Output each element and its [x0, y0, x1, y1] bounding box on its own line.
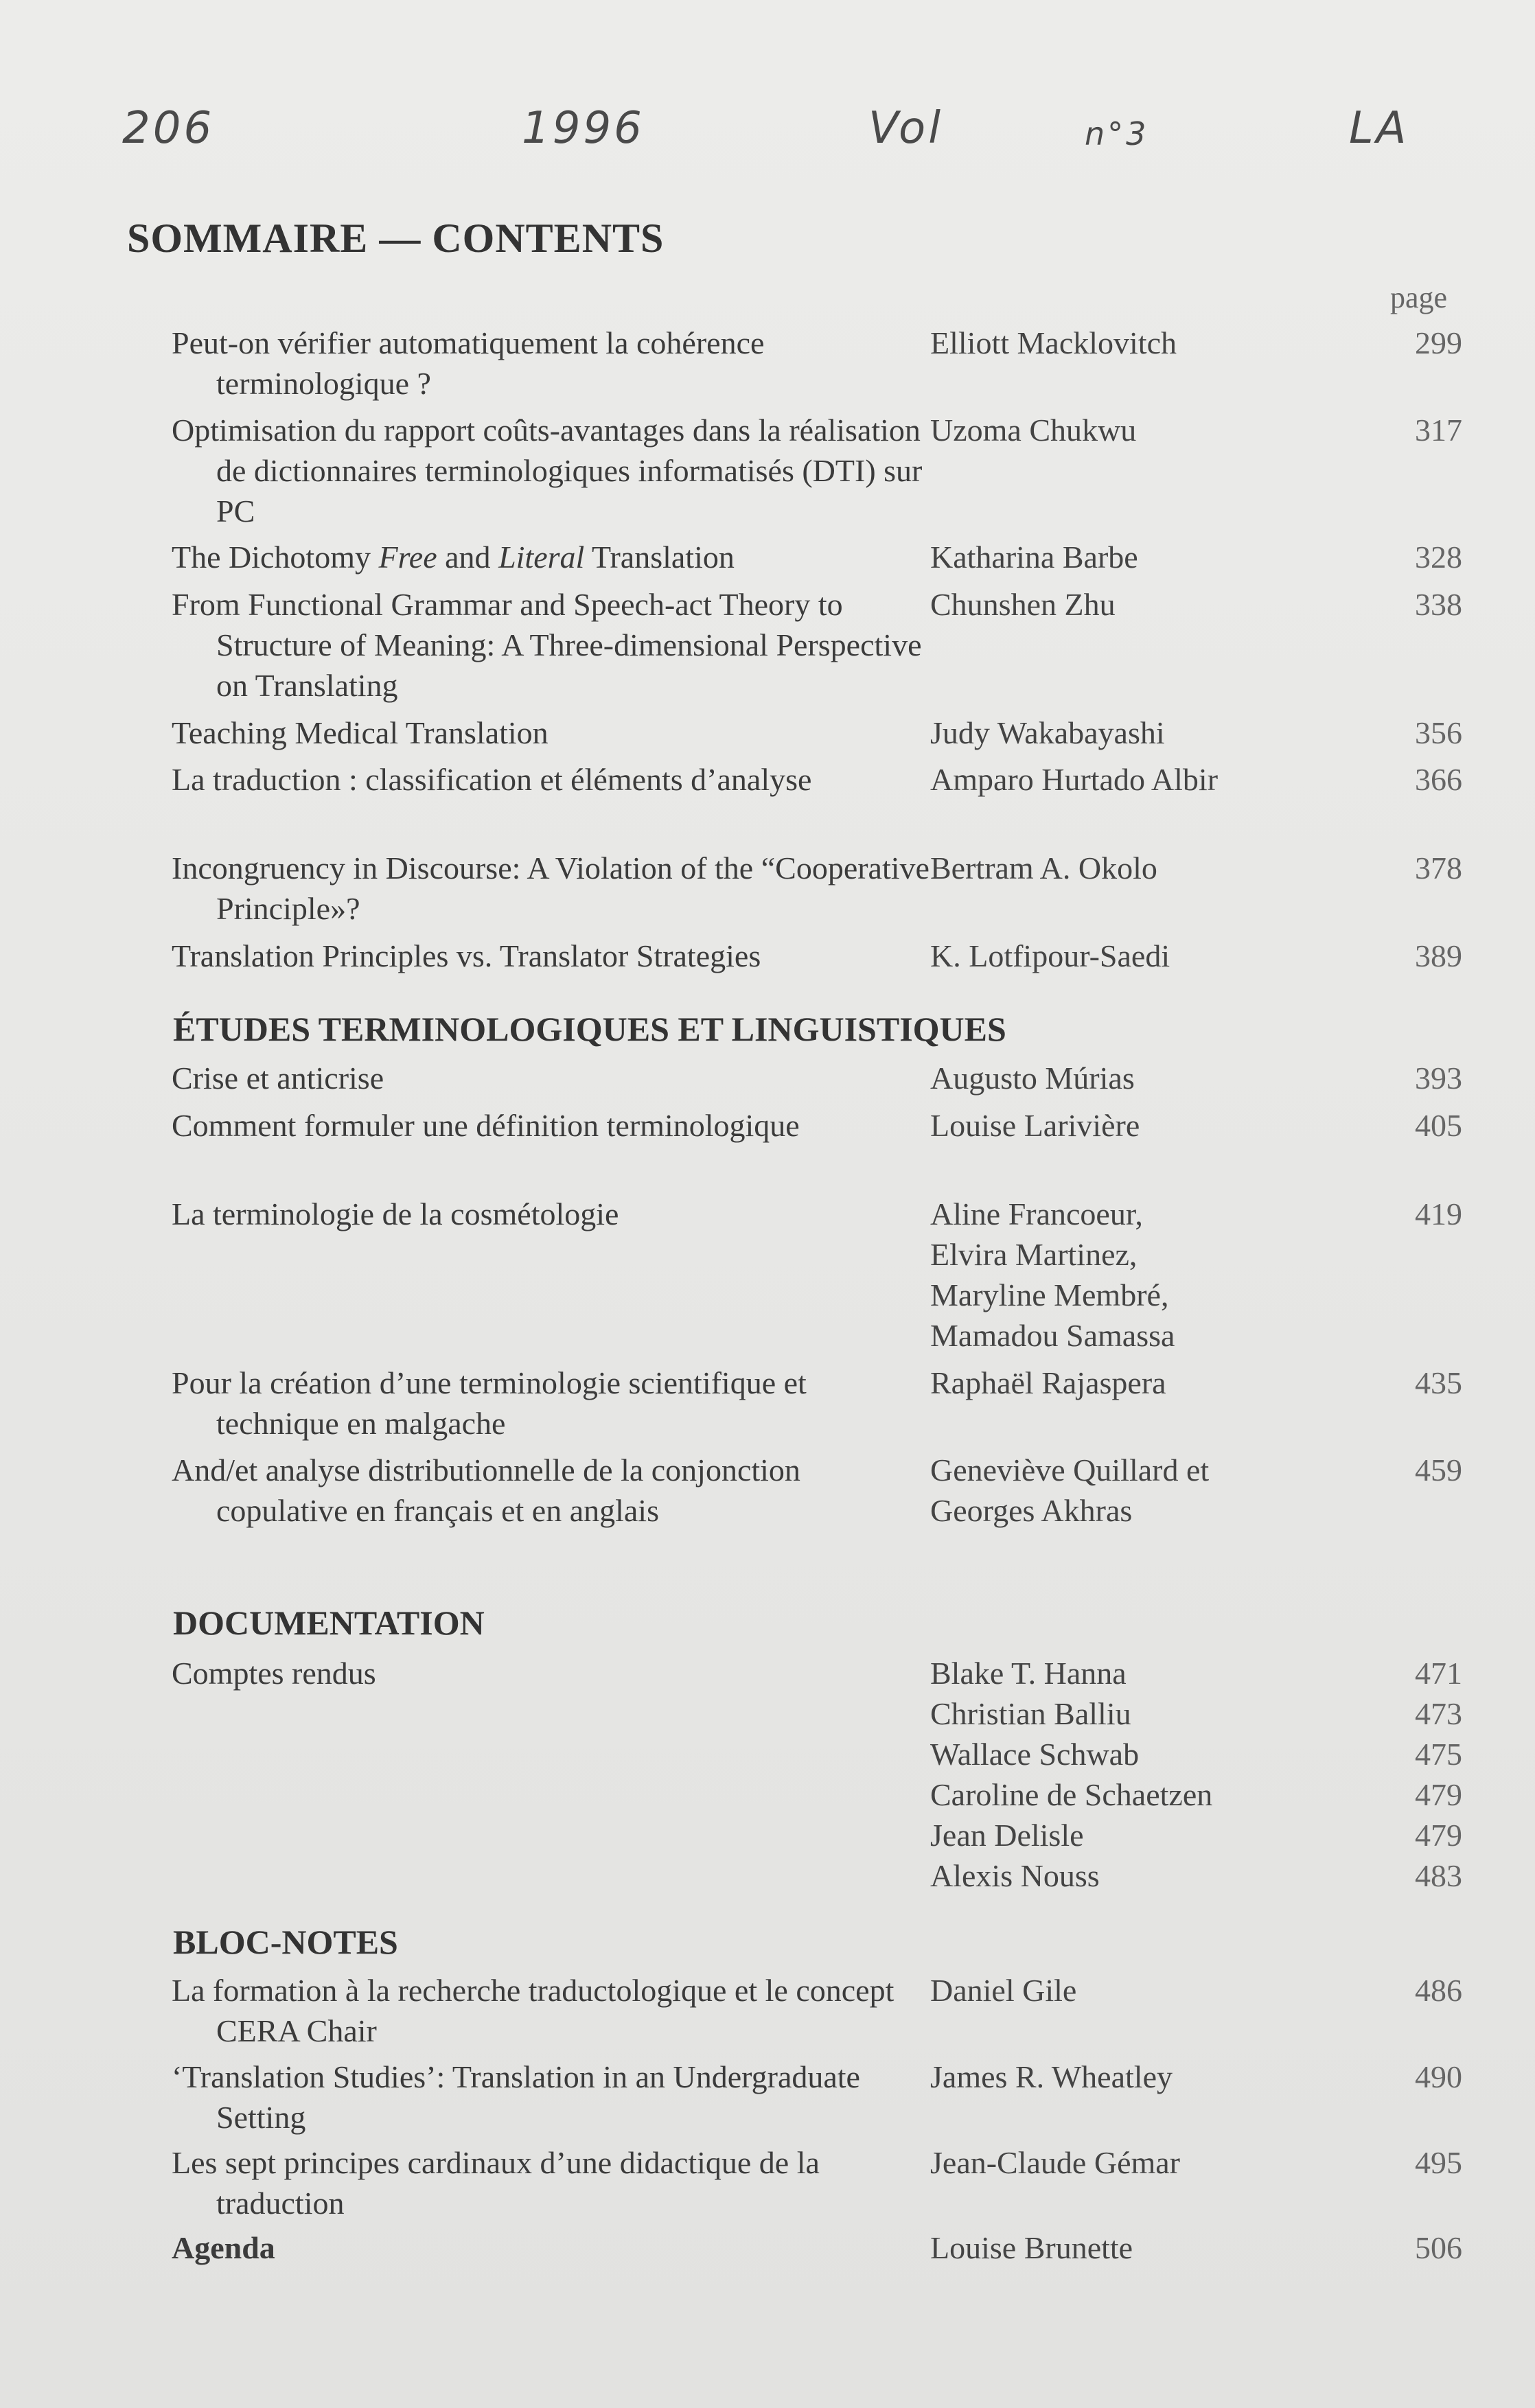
- entry-title: Optimisation du rapport coûts-avantages dans la réalisation de dictionnaires terminologiques informatisés (DTI) sur PC: [172, 413, 923, 529]
- entry-page: 495: [1415, 2145, 1462, 2180]
- toc-entry: [172, 1058, 1462, 1099]
- entry-author: Aline Francoeur, Elvira Martinez, Maryline Membré, Mamadou Samassa: [930, 1196, 1175, 1353]
- entry-title: Comment formuler une définition terminologique: [172, 1108, 800, 1143]
- entry-title: Crise et anticrise: [172, 1061, 384, 1096]
- toc-entry: [172, 1450, 1462, 1528]
- page-title: SOMMAIRE — CONTENTS: [127, 216, 665, 261]
- entry-author: Daniel Gile: [930, 1973, 1077, 2008]
- toc-entry: [172, 1105, 1462, 1146]
- entry-page: 366: [1415, 762, 1462, 797]
- handwritten-note: n°3: [1085, 115, 1149, 152]
- entry-page: 338: [1415, 587, 1462, 622]
- entry-author: Geneviève Quillard et Georges Akhras: [930, 1452, 1210, 1528]
- entry-page: 299: [1415, 325, 1462, 360]
- entry-title: Pour la création d’une terminologie scientifique et technique en malgache: [172, 1365, 807, 1441]
- entry-author: Jean-Claude Gémar: [930, 2145, 1181, 2180]
- entry-author: Bertram A. Okolo: [930, 850, 1157, 885]
- entry-title: [172, 537, 930, 577]
- toc-entry: [172, 1363, 1462, 1441]
- entry-page: 419: [1415, 1196, 1462, 1231]
- entry-page: 389: [1415, 938, 1462, 973]
- entry-page: 378: [1415, 850, 1462, 885]
- title-part: The Dichotomy: [172, 540, 379, 575]
- entry-page: 328: [1415, 540, 1462, 575]
- entry-title: Peut-on vérifier automatiquement la cohérence terminologique ?: [172, 325, 765, 401]
- toc-entry: [172, 713, 1462, 754]
- entry-author: James R. Wheatley: [930, 2059, 1173, 2094]
- entry-page: 435: [1415, 1365, 1462, 1400]
- title-part: Translation: [584, 540, 735, 575]
- entry-page: 317: [1415, 413, 1462, 448]
- toc-entry: [172, 2227, 1462, 2269]
- entry-title: And/et analyse distributionnelle de la conjonction copulative en français et en anglais: [172, 1452, 800, 1528]
- entry-title: Les sept principes cardinaux d’une didactique de la traduction: [172, 2145, 820, 2221]
- toc-entry: [172, 410, 1462, 529]
- toc-entry: [172, 1653, 1462, 1893]
- toc-entry: [172, 1194, 1462, 1353]
- toc-entry: [172, 848, 1462, 926]
- handwritten-note: LA: [1349, 103, 1409, 154]
- entry-title: La traduction : classification et éléments d’analyse: [172, 762, 812, 797]
- entry-title: From Functional Grammar and Speech-act Theory to Structure of Meaning: A Three-dimensional Perspective on Translating: [172, 587, 922, 703]
- entry-page: 486: [1415, 1973, 1462, 2008]
- entry-title: Incongruency in Discourse: A Violation of the “Cooperative Principle»?: [172, 850, 930, 926]
- title-part: Literal: [498, 540, 585, 575]
- entry-title: Translation Principles vs. Translator Strategies: [172, 938, 761, 973]
- entry-author: Katharina Barbe: [930, 540, 1138, 575]
- entry-page: 405: [1415, 1108, 1462, 1143]
- entry-author: Louise Larivière: [930, 1108, 1140, 1143]
- entry-author: Chunshen Zhu: [930, 587, 1116, 622]
- toc-entry: [172, 584, 1462, 703]
- entry-author: Elliott Macklovitch: [930, 325, 1177, 360]
- entry-page: 393: [1415, 1061, 1462, 1096]
- entry-title: ‘Translation Studies’: Translation in an Undergraduate Setting: [172, 2059, 860, 2135]
- entry-page: 459: [1415, 1452, 1462, 1487]
- toc-entry: [172, 759, 1462, 800]
- toc-entry: [172, 1970, 1462, 2048]
- entry-author: Augusto Múrias: [930, 1061, 1135, 1096]
- entry-page: 506: [1415, 2230, 1462, 2265]
- entry-title: Comptes rendus: [172, 1656, 376, 1691]
- entry-author: Judy Wakabayashi: [930, 715, 1165, 750]
- section-heading: BLOC-NOTES: [173, 1923, 398, 1961]
- entry-title: Teaching Medical Translation: [172, 715, 549, 750]
- toc-entry: [172, 2142, 1462, 2221]
- entry-title: La terminologie de la cosmétologie: [172, 1196, 619, 1231]
- title-part: Free: [378, 540, 437, 575]
- entry-author: Blake T. Hanna Christian Balliu Wallace Schwab Caroline de Schaetzen Jean Delisle Alexis Nouss: [930, 1656, 1213, 1893]
- entry-page: 471 473 475 479 479 483: [1415, 1656, 1462, 1893]
- entry-author: Uzoma Chukwu: [930, 413, 1137, 448]
- entry-author: Amparo Hurtado Albir: [930, 762, 1219, 797]
- page-column-header: page: [1390, 281, 1448, 314]
- handwritten-note: 1996: [522, 103, 645, 154]
- toc-entry: [172, 936, 1462, 977]
- section-heading: ÉTUDES TERMINOLOGIQUES ET LINGUISTIQUES: [173, 1010, 1006, 1048]
- entry-author: Louise Brunette: [930, 2230, 1133, 2265]
- toc-entry: [172, 323, 1462, 401]
- entry-title: La formation à la recherche traductologique et le concept CERA Chair: [172, 1973, 895, 2048]
- handwritten-note: 206: [122, 103, 215, 154]
- entry-author: K. Lotfipour-Saedi: [930, 938, 1170, 973]
- toc-entry: [172, 537, 1462, 578]
- entry-author: Raphaël Rajaspera: [930, 1365, 1166, 1400]
- title-part: and: [437, 540, 499, 575]
- entry-title: Agenda: [172, 2230, 275, 2265]
- toc-entry: [172, 2057, 1462, 2135]
- entry-page: 490: [1415, 2059, 1462, 2094]
- section-heading: DOCUMENTATION: [173, 1604, 485, 1642]
- handwritten-note: Vol: [868, 103, 943, 154]
- entry-page: 356: [1415, 715, 1462, 750]
